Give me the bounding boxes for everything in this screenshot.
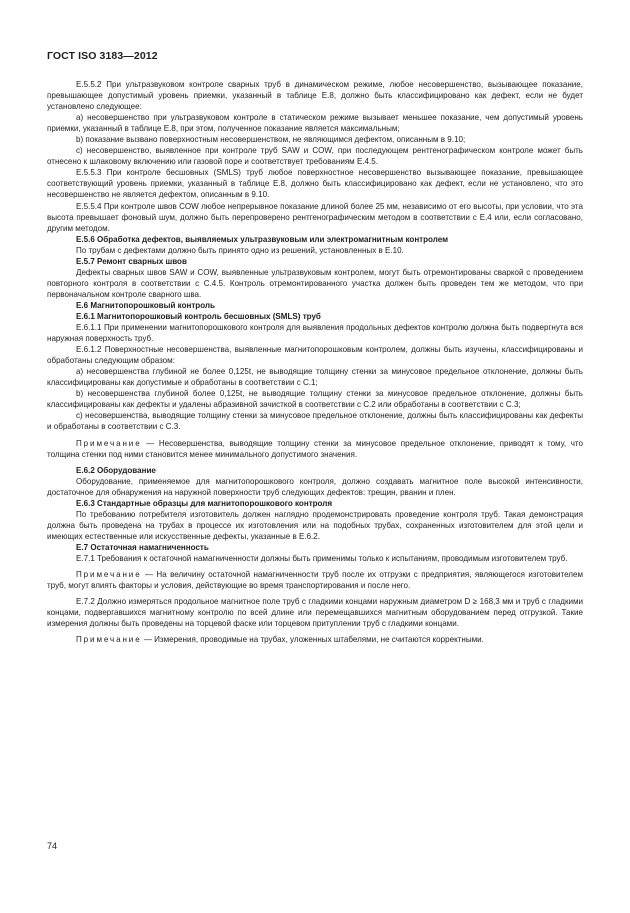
section-heading: Е.6.1 Магнитопорошковый контроль бесшовных (SMLS) труб bbox=[76, 311, 321, 321]
paragraph: Е.5.5.4 При контроле швов COW любое непрерывное показание длиной более 25 мм, независимо от его высоты, при условии, что эта высота превышает фоновый шум, должно быть перепроверено рентгенографическим методом в соответствии с Е.4 или, если согласовано, другим методом. bbox=[47, 201, 583, 233]
section-heading: Е.6.3 Стандартные образцы для магнитопорошкового контроля bbox=[76, 498, 333, 508]
note-label: Примечание bbox=[76, 438, 142, 448]
list-item: а) несовершенство при ультразвуковом контроле в статическом режиме вызывает меньшее показание, чем допустимый уровень приемки, указанный в таблице Е.8, при этом, полученное показание является максимальным; bbox=[47, 113, 583, 134]
list-item: с) несовершенства, выводящие толщину стенки за минусовое предельное отклонение, должны быть классифицированы как дефекты и обработаны в соответствии с С.3. bbox=[47, 411, 583, 432]
document-header: ГОСТ ISO 3183—2012 bbox=[47, 50, 158, 62]
list-item: с) несовершенство, выявленное при контроле труб SAW и COW, при последующем рентгенографическом контроле может быть отнесено к шлаковому включению или газовой поре и соответствует требованиям Е.4.5. bbox=[47, 146, 583, 167]
paragraph: Е.5.5.2 При ультразвуковом контроле сварных труб в динамическом режиме, любое несовершенство, вызывающее показание, превышающее допустимый уровень приемки, указанный в таблице Е.8, должно быть классифицировано как дефект, если не будет установлено следующее: bbox=[47, 80, 583, 112]
paragraph: Е.7.1 Требования к остаточной намагниченности должны быть применимы только к испытаниям, проводимым изготовителем труб. bbox=[76, 553, 568, 563]
paragraph: По трубам с дефектами должно быть принято одно из решений, установленных в Е.10. bbox=[76, 245, 404, 255]
section-heading: Е.6.2 Оборудование bbox=[76, 465, 156, 475]
paragraph-text: D ≥ 168,3 мм и труб с гладкими концами, подвергавшихся магнитному контролю по всей длине или перемещавшихся магнитным оборудованием перед отгрузкой. Такие измерения должны быть проведены на торцевой фаске или торцевом притуплении труб с гладкими концами. bbox=[47, 597, 583, 629]
paragraph bbox=[47, 596, 583, 629]
note bbox=[47, 634, 583, 645]
paragraph: Е.6.1.1 При применении магнитопорошкового контроля для выявления продольных дефектов контролю должна быть подвергнута вся наружная поверхность труб. bbox=[47, 323, 583, 344]
page-number: 74 bbox=[47, 841, 58, 851]
paragraph: Оборудование, применяемое для магнитопорошкового контроля, должно создавать магнитное поле высокой интенсивности, достаточное для обнаружения на наружной поверхности труб следующих дефектов: трещин, рванин и плен. bbox=[47, 476, 583, 497]
note bbox=[47, 438, 583, 460]
section-heading: Е.5.6 Обработка дефектов, выявляемых ультразвуковым или электромагнитным контролем bbox=[76, 234, 449, 244]
section-heading: Е.5.7 Ремонт сварных швов bbox=[76, 256, 187, 266]
paragraph: По требованию потребителя изготовитель должен наглядно продемонстрировать проведение контроля труб. Такая демонстрация должна быть проведена на трубах в процессе их изготовления или на подобных трубах, сохраненных изготовителем для этой цели и имеющих естественные или искусственные дефекты, указанные в Е.6.2. bbox=[47, 509, 583, 541]
paragraph-text: Е.7.2 Должно измеряться продольное магнитное поле труб с гладкими концами наружным диаметром bbox=[76, 597, 465, 607]
section-heading: Е.7 Остаточная намагниченность bbox=[76, 542, 209, 552]
note bbox=[47, 569, 583, 591]
paragraph: Дефекты сварных швов SAW и COW, выявленные ультразвуковым контролем, могут быть отремонтированы сваркой с проведением повторного контроля в соответствии с С.4.5. Контроль отремонтированного участка должен быть проведен тем же методом, что при первоначальном контроле сварного шва. bbox=[47, 267, 583, 299]
section-heading: Е.6 Магнитопорошковый контроль bbox=[76, 300, 215, 310]
note-label: Примечание bbox=[76, 570, 142, 580]
note-label: Примечание bbox=[76, 635, 142, 645]
paragraph: Е.6.1.2 Поверхностные несовершенства, выявленные магнитопорошковым контролем, должны быть изучены, классифицированы и обработаны следующим образом: bbox=[47, 345, 583, 366]
note-text: — Несовершенства, выводящие толщину стенки за минусовое предельное отклонение, приводят к тому, что толщина стенки под ними становится менее минимального допустимого значения. bbox=[47, 438, 583, 459]
list-item: а) несовершенства глубиной не более 0,125t, не выводящие толщину стенки за минусовое предельное отклонение, должны быть классифицированы как допустимые и обработаны в соответствии с С.1; bbox=[47, 367, 583, 388]
note-text: — Измерения, проводимые на трубах, уложенных штабелями, не считаются корректными. bbox=[141, 635, 484, 645]
list-item: b) несовершенства глубиной более 0,125t, не выводящие толщину стенки за минусовое предельное отклонение, должны быть классифицированы как дефекты и удалены абразивной зачисткой в соответствии с С.2 или обработаны в соответствии с С.3; bbox=[47, 389, 583, 410]
paragraph: Е.5.5.3 При контроле бесшовных (SMLS) труб любое поверхностное несовершенство вызывающее показание, превышающее соответствующий уровень приемки, указанный в таблице Е.8, должно быть классифицировано как дефект, если не установлено, что это несовершенство не является дефектом, описанным в 9.10. bbox=[47, 168, 583, 200]
document-body bbox=[47, 79, 583, 650]
list-item: b) показание вызвано поверхностным несовершенством, не являющимся дефектом, описанным в 9.10; bbox=[76, 135, 466, 145]
note-text: — На величину остаточной намагниченности труб после их отгрузки с предприятия, являющегося изготовителем труб, могут влиять факторы и условия, действующие во время транспортирования и после него. bbox=[47, 570, 583, 591]
